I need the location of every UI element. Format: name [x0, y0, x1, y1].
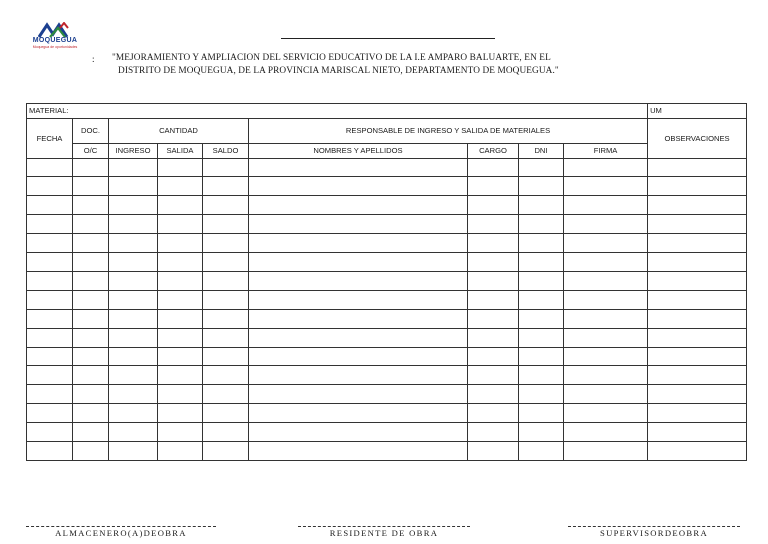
- header-rule: [281, 38, 495, 39]
- table-cell: [27, 271, 73, 290]
- table-cell: [203, 328, 249, 347]
- table-cell: [109, 253, 158, 272]
- table-cell: [27, 385, 73, 404]
- table-cell: [158, 253, 203, 272]
- table-cell: [648, 366, 747, 385]
- table-cell: [468, 234, 519, 253]
- signature-supervisor: [568, 522, 740, 538]
- table-cell: [158, 196, 203, 215]
- signature-almacenero: [26, 522, 216, 538]
- table-cell: [249, 215, 468, 234]
- table-row: [27, 158, 747, 177]
- table-cell: [73, 347, 109, 366]
- table-cell: [109, 404, 158, 423]
- table-cell: [249, 423, 468, 442]
- table-cell: [203, 423, 249, 442]
- table-cell: [468, 290, 519, 309]
- table-cell: [27, 177, 73, 196]
- table-cell: [109, 158, 158, 177]
- header-dni: DNI: [519, 143, 564, 158]
- table-row: [27, 404, 747, 423]
- table-cell: [27, 215, 73, 234]
- table-cell: [158, 177, 203, 196]
- header-observaciones: OBSERVACIONES: [648, 118, 747, 158]
- header-cargo: CARGO: [468, 143, 519, 158]
- table-cell: [648, 196, 747, 215]
- table-cell: [648, 404, 747, 423]
- header-salida: SALIDA: [158, 143, 203, 158]
- table-cell: [564, 215, 648, 234]
- table-cell: [73, 253, 109, 272]
- signature-residente: [298, 522, 470, 538]
- table-cell: [109, 366, 158, 385]
- table-cell: [73, 215, 109, 234]
- table-row: [27, 271, 747, 290]
- table-cell: [468, 423, 519, 442]
- table-cell: [158, 328, 203, 347]
- materials-kardex-table: [26, 103, 747, 461]
- table-cell: [73, 441, 109, 460]
- header-nombres: NOMBRES Y APELLIDOS: [249, 143, 468, 158]
- table-cell: [203, 309, 249, 328]
- table-cell: [648, 177, 747, 196]
- table-cell: [564, 347, 648, 366]
- table-cell: [203, 196, 249, 215]
- table-cell: [249, 253, 468, 272]
- table-row: [27, 253, 747, 272]
- table-cell: [564, 196, 648, 215]
- logo-name: MOQUEGUA: [32, 37, 78, 44]
- table-cell: [564, 177, 648, 196]
- table-cell: [519, 271, 564, 290]
- table-cell: [203, 404, 249, 423]
- table-cell: [158, 271, 203, 290]
- table-cell: [648, 328, 747, 347]
- table-row: [27, 290, 747, 309]
- table-cell: [468, 441, 519, 460]
- table-cell: [73, 158, 109, 177]
- table-cell: [648, 271, 747, 290]
- table-cell: [648, 347, 747, 366]
- table-cell: [73, 196, 109, 215]
- table-cell: [203, 158, 249, 177]
- table-cell: [648, 290, 747, 309]
- material-label: MATERIAL:: [27, 104, 648, 119]
- table-cell: [564, 366, 648, 385]
- table-cell: [27, 366, 73, 385]
- table-cell: [249, 441, 468, 460]
- table-cell: [158, 234, 203, 253]
- table-row: [27, 234, 747, 253]
- table-cell: [648, 309, 747, 328]
- table-cell: [468, 328, 519, 347]
- logo-mark-icon: [38, 22, 70, 38]
- table-cell: [158, 404, 203, 423]
- table-cell: [73, 309, 109, 328]
- table-cell: [468, 366, 519, 385]
- moquegua-logo: [24, 22, 86, 52]
- table-cell: [648, 234, 747, 253]
- table-cell: [249, 234, 468, 253]
- table-cell: [519, 423, 564, 442]
- table-cell: [519, 234, 564, 253]
- table-cell: [468, 404, 519, 423]
- table-cell: [468, 215, 519, 234]
- table-row: [27, 328, 747, 347]
- table-cell: [109, 196, 158, 215]
- table-cell: [109, 177, 158, 196]
- project-title: [112, 52, 592, 78]
- table-cell: [203, 347, 249, 366]
- table-cell: [203, 385, 249, 404]
- table-cell: [468, 196, 519, 215]
- table-cell: [519, 253, 564, 272]
- table-cell: [564, 404, 648, 423]
- table-cell: [158, 215, 203, 234]
- table-cell: [203, 271, 249, 290]
- table-cell: [203, 215, 249, 234]
- table-cell: [249, 196, 468, 215]
- table-cell: [249, 404, 468, 423]
- signature-residente-label: RESIDENTE DE OBRA: [329, 528, 439, 538]
- table-cell: [468, 177, 519, 196]
- header-oc: O/C: [73, 143, 109, 158]
- table-cell: [109, 328, 158, 347]
- table-cell: [158, 441, 203, 460]
- table-cell: [468, 309, 519, 328]
- table-cell: [27, 441, 73, 460]
- table-cell: [27, 196, 73, 215]
- table-cell: [564, 234, 648, 253]
- table-cell: [648, 385, 747, 404]
- table-cell: [519, 441, 564, 460]
- table-body: [27, 158, 747, 460]
- table-cell: [109, 271, 158, 290]
- table-row: [27, 177, 747, 196]
- table-cell: [648, 158, 747, 177]
- table-cell: [27, 158, 73, 177]
- signature-almacenero-label: ALMACENERO(A)DEOBRA: [55, 528, 187, 538]
- table-cell: [519, 309, 564, 328]
- table-cell: [203, 441, 249, 460]
- table-cell: [468, 158, 519, 177]
- table-cell: [519, 215, 564, 234]
- table-cell: [158, 385, 203, 404]
- table-cell: [109, 441, 158, 460]
- table-cell: [27, 328, 73, 347]
- table-cell: [158, 423, 203, 442]
- table-cell: [249, 290, 468, 309]
- table-cell: [203, 234, 249, 253]
- table-row: [27, 215, 747, 234]
- table-cell: [564, 290, 648, 309]
- table-cell: [564, 271, 648, 290]
- table-cell: [648, 441, 747, 460]
- table-cell: [519, 366, 564, 385]
- table-cell: [73, 423, 109, 442]
- header-saldo: SALDO: [203, 143, 249, 158]
- table-cell: [519, 196, 564, 215]
- table-cell: [249, 328, 468, 347]
- table-cell: [27, 290, 73, 309]
- table-cell: [109, 347, 158, 366]
- table-cell: [249, 385, 468, 404]
- table-cell: [109, 385, 158, 404]
- header-firma: FIRMA: [564, 143, 648, 158]
- table-cell: [158, 347, 203, 366]
- table-cell: [519, 158, 564, 177]
- table-cell: [519, 177, 564, 196]
- table-cell: [73, 234, 109, 253]
- table-cell: [109, 290, 158, 309]
- table-cell: [648, 423, 747, 442]
- logo-tagline: Moquegua de oportunidades: [32, 45, 78, 49]
- table-cell: [158, 366, 203, 385]
- table-cell: [564, 423, 648, 442]
- table-row: [27, 309, 747, 328]
- table-cell: [27, 309, 73, 328]
- table-cell: [158, 158, 203, 177]
- table-cell: [109, 215, 158, 234]
- table-cell: [249, 347, 468, 366]
- table-cell: [519, 385, 564, 404]
- table-cell: [73, 271, 109, 290]
- table-cell: [73, 404, 109, 423]
- header-doc: DOC.: [73, 118, 109, 143]
- table-cell: [109, 234, 158, 253]
- table-cell: [468, 385, 519, 404]
- header-ingreso: INGRESO: [109, 143, 158, 158]
- signature-supervisor-label: SUPERVISORDEOBRA: [600, 528, 708, 538]
- table-cell: [648, 253, 747, 272]
- table-cell: [249, 309, 468, 328]
- table-row: [27, 366, 747, 385]
- table-cell: [158, 309, 203, 328]
- table-cell: [203, 290, 249, 309]
- table-cell: [109, 423, 158, 442]
- table-cell: [249, 366, 468, 385]
- table-cell: [73, 328, 109, 347]
- table-row: [27, 347, 747, 366]
- table-cell: [158, 290, 203, 309]
- table-cell: [27, 347, 73, 366]
- table-cell: [73, 290, 109, 309]
- table-cell: [27, 404, 73, 423]
- table-cell: [203, 177, 249, 196]
- table-cell: [564, 309, 648, 328]
- header-fecha: FECHA: [27, 118, 73, 158]
- project-title-line-1: "MEJORAMIENTO Y AMPLIACION DEL SERVICIO EDUCATIVO DE LA I.E AMPARO BALUARTE, EN EL: [112, 53, 551, 63]
- table-cell: [27, 253, 73, 272]
- table-cell: [27, 234, 73, 253]
- table-row: [27, 196, 747, 215]
- table-cell: [203, 366, 249, 385]
- table-cell: [73, 385, 109, 404]
- table-cell: [519, 328, 564, 347]
- title-colon: :: [92, 54, 95, 64]
- table-cell: [648, 215, 747, 234]
- table-cell: [519, 347, 564, 366]
- table-cell: [564, 158, 648, 177]
- table-cell: [109, 309, 158, 328]
- table-cell: [468, 253, 519, 272]
- um-label: UM: [648, 104, 747, 119]
- table-cell: [73, 366, 109, 385]
- table-row: [27, 385, 747, 404]
- table-row: [27, 423, 747, 442]
- table-cell: [249, 158, 468, 177]
- table-cell: [519, 404, 564, 423]
- table-cell: [73, 177, 109, 196]
- header-cantidad: CANTIDAD: [109, 118, 249, 143]
- table-cell: [519, 290, 564, 309]
- table-cell: [203, 253, 249, 272]
- table-cell: [564, 328, 648, 347]
- table-cell: [564, 441, 648, 460]
- table-cell: [564, 385, 648, 404]
- table-cell: [27, 423, 73, 442]
- table-cell: [249, 177, 468, 196]
- table-row: [27, 441, 747, 460]
- table-cell: [249, 271, 468, 290]
- table-cell: [468, 347, 519, 366]
- project-title-line-2: DISTRITO DE MOQUEGUA, DE LA PROVINCIA MARISCAL NIETO, DEPARTAMENTO DE MOQUEGUA.": [118, 66, 559, 76]
- table-cell: [468, 271, 519, 290]
- table-cell: [564, 253, 648, 272]
- header-responsable: RESPONSABLE DE INGRESO Y SALIDA DE MATERIALES: [249, 118, 648, 143]
